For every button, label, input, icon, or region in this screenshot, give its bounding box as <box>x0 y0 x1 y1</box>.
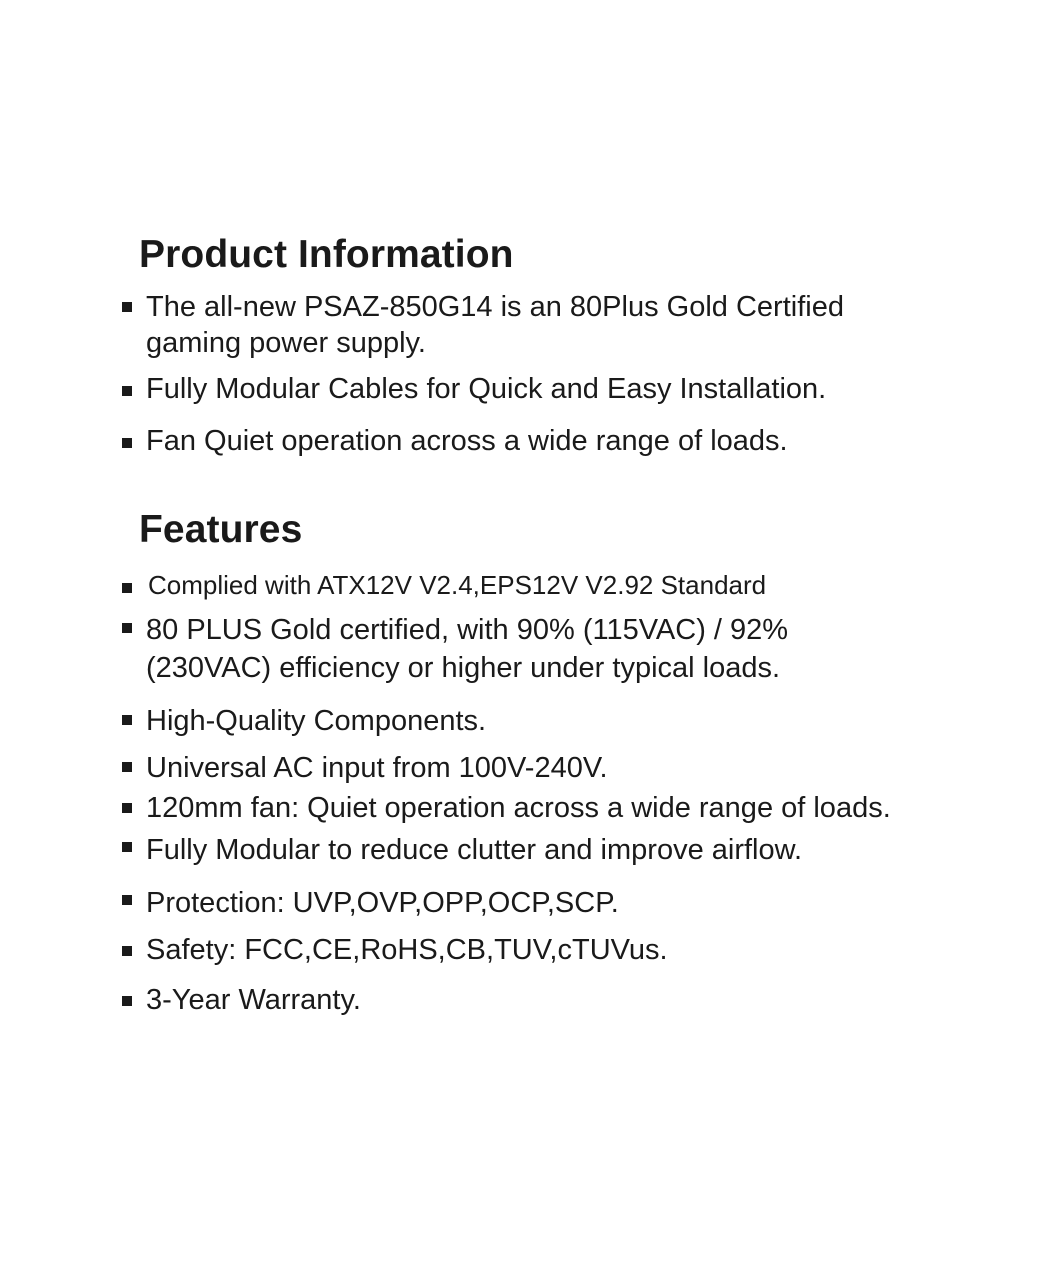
list-item <box>122 612 788 686</box>
list-item-text: Fan Quiet operation across a wide range of loads. <box>146 425 788 457</box>
list-item-text: Safety: FCC,CE,RoHS,CB,TUV,cTUVus. <box>146 934 668 966</box>
bullet-icon <box>122 302 132 312</box>
bullet-icon <box>122 946 132 956</box>
list-item-text-continued: gaming power supply. <box>146 327 426 359</box>
list-item <box>122 790 891 826</box>
list-item-text: Protection: UVP,OVP,OPP,OCP,SCP. <box>146 887 619 919</box>
list-item <box>122 423 788 459</box>
bullet-icon <box>122 715 132 725</box>
bullet-icon <box>122 583 132 593</box>
bullet-icon <box>122 803 132 813</box>
list-item-text: The all-new PSAZ-850G14 is an 80Plus Gold Certified <box>146 291 844 323</box>
list-item <box>122 569 766 601</box>
bullet-icon <box>122 623 132 633</box>
bullet-icon <box>122 762 132 772</box>
bullet-icon <box>122 438 132 448</box>
list-item <box>122 371 826 407</box>
list-item <box>122 289 844 361</box>
list-item-text: Fully Modular to reduce clutter and improve airflow. <box>146 834 803 866</box>
product-information-heading: Product Information <box>139 233 514 276</box>
list-item-text: 80 PLUS Gold certified, with 90% (115VAC) / 92% <box>146 614 789 646</box>
bullet-icon <box>122 842 132 852</box>
list-item <box>122 932 668 968</box>
list-item <box>122 885 619 921</box>
bullet-icon <box>122 895 132 905</box>
list-item-text: 120mm fan: Quiet operation across a wide range of loads. <box>146 792 891 824</box>
list-item <box>122 750 608 786</box>
list-item-text: Complied with ATX12V V2.4,EPS12V V2.92 Standard <box>148 570 767 600</box>
list-item-text: High-Quality Components. <box>146 705 487 737</box>
list-item-text: 3-Year Warranty. <box>146 984 361 1016</box>
list-item-text-continued: (230VAC) efficiency or higher under typical loads. <box>146 652 781 684</box>
features-heading: Features <box>139 508 303 551</box>
bullet-icon <box>122 996 132 1006</box>
list-item <box>122 982 361 1018</box>
list-item <box>122 703 486 739</box>
list-item <box>122 832 802 868</box>
bullet-icon <box>122 386 132 396</box>
list-item-text: Fully Modular Cables for Quick and Easy Installation. <box>146 373 827 405</box>
list-item-text: Universal AC input from 100V-240V. <box>146 752 608 784</box>
